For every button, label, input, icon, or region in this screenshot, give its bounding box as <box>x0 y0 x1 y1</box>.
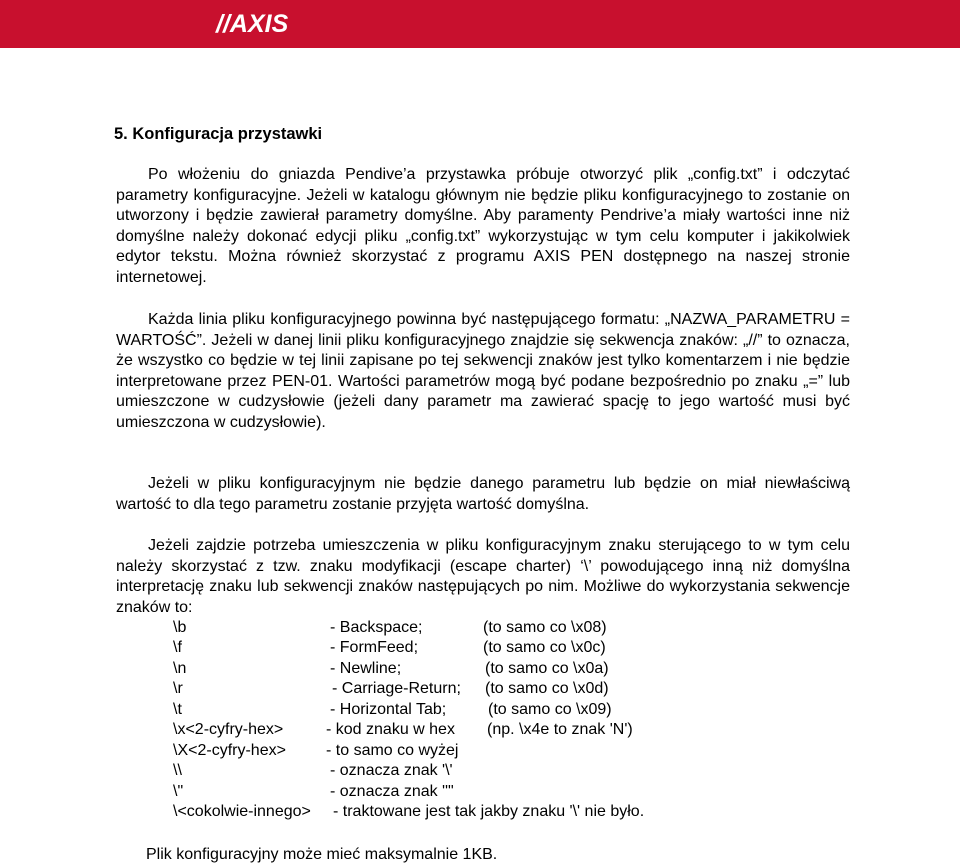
paragraph-intro: Po włożeniu do gniazda Pendive’a przystawka próbuje otworzyć plik „config.txt” i odczytać parametry konfiguracyjne. Jeżeli w katalogu głównym nie będzie pliku konfiguracyjnego to zostanie on utworzony i będzie zawierał parametry domyślne. Aby paramenty Pendrive’a miały wartości inne niż domyślne należy dokonać edycji pliku „config.txt” wykorzystując w tym celu komputer i jakikolwiek edytor tekstu. Można również skorzystać z programu AXIS PEN dostępnego na naszej stronie internetowej. <box>116 166 850 286</box>
header-bar <box>0 0 960 48</box>
escape-code: \\ <box>173 762 182 779</box>
escape-desc: - kod znaku w hex <box>326 721 455 738</box>
escape-equiv: (to samo co \x0c) <box>483 639 606 656</box>
escape-code: \x<2-cyfry-hex> <box>173 721 284 738</box>
escape-desc: - FormFeed; <box>330 639 419 656</box>
escape-code: \" <box>173 783 184 800</box>
escape-code: \n <box>173 660 187 677</box>
escape-desc: - Newline; <box>330 660 402 677</box>
escape-equiv: (to samo co \x08) <box>483 619 607 636</box>
escape-desc: - oznacza znak '\' <box>330 762 453 779</box>
escape-desc: - Horizontal Tab; <box>330 701 447 718</box>
escape-desc: - oznacza znak '"' <box>330 783 454 800</box>
escape-equiv: (np. \x4e to znak 'N') <box>487 721 633 738</box>
escape-code: \t <box>173 701 182 718</box>
header-separator <box>0 48 960 50</box>
section-title: 5. Konfiguracja przystawki <box>114 125 323 143</box>
max-size-note: Plik konfiguracyjny może mieć maksymalnie 1KB. <box>146 846 498 863</box>
paragraph-escape: Jeżeli zajdzie potrzeba umieszczenia w pliku konfiguracyjnym znaku sterującego to w tym celu należy skorzystać z tzw. znaku modyfikacji (escape charter) ‘\’ powodującego inną niż domyślna interpretację znaku lub sekwencji znaków następujących po nim. Możliwe do wykorzystania sekwencje znaków to: <box>116 537 850 616</box>
escape-code: \b <box>173 619 187 636</box>
escape-code: \r <box>173 680 183 697</box>
paragraph-missing: Jeżeli w pliku konfiguracyjnym nie będzie danego parametru lub będzie on miał niewłaściwą wartość to dla tego parametru zostanie przyjęta wartość domyślna. <box>116 475 850 513</box>
escape-desc: - to samo co wyżej <box>326 742 459 759</box>
escape-code: \X<2-cyfry-hex> <box>173 742 286 759</box>
paragraph-format: Każda linia pliku konfiguracyjnego powinna być następującego formatu: „NAZWA_PARAMETRU = WARTOŚĆ”. Jeżeli w danej linii pliku konfiguracyjnego znajdzie się sekwencja znaków: „//” to oznacza, że wszystko co będzie w tej linii zapisane po tej sekwencji znaków jest tylko komentarzem i nie będzie interpretowane przez PEN-01. Wartości parametrów mogą być podane bezpośrednio po znaku „=” lub umieszczone w cudzysłowie (jeżeli dany parametr ma zawierać spację to jego wartość musi być umieszczona w cudzysłowie). <box>116 311 850 431</box>
escape-desc: - Carriage-Return; <box>332 680 461 697</box>
escape-desc: - Backspace; <box>330 619 423 636</box>
escape-code: \f <box>173 639 182 656</box>
escape-equiv: (to samo co \x09) <box>488 701 612 718</box>
axis-logo: //AXIS <box>216 10 289 38</box>
escape-equiv: (to samo co \x0d) <box>485 680 609 697</box>
escape-desc: - traktowane jest tak jakby znaku '\' nie było. <box>333 803 645 820</box>
escape-equiv: (to samo co \x0a) <box>485 660 609 677</box>
escape-code: \<cokolwie-innego> <box>173 803 311 820</box>
